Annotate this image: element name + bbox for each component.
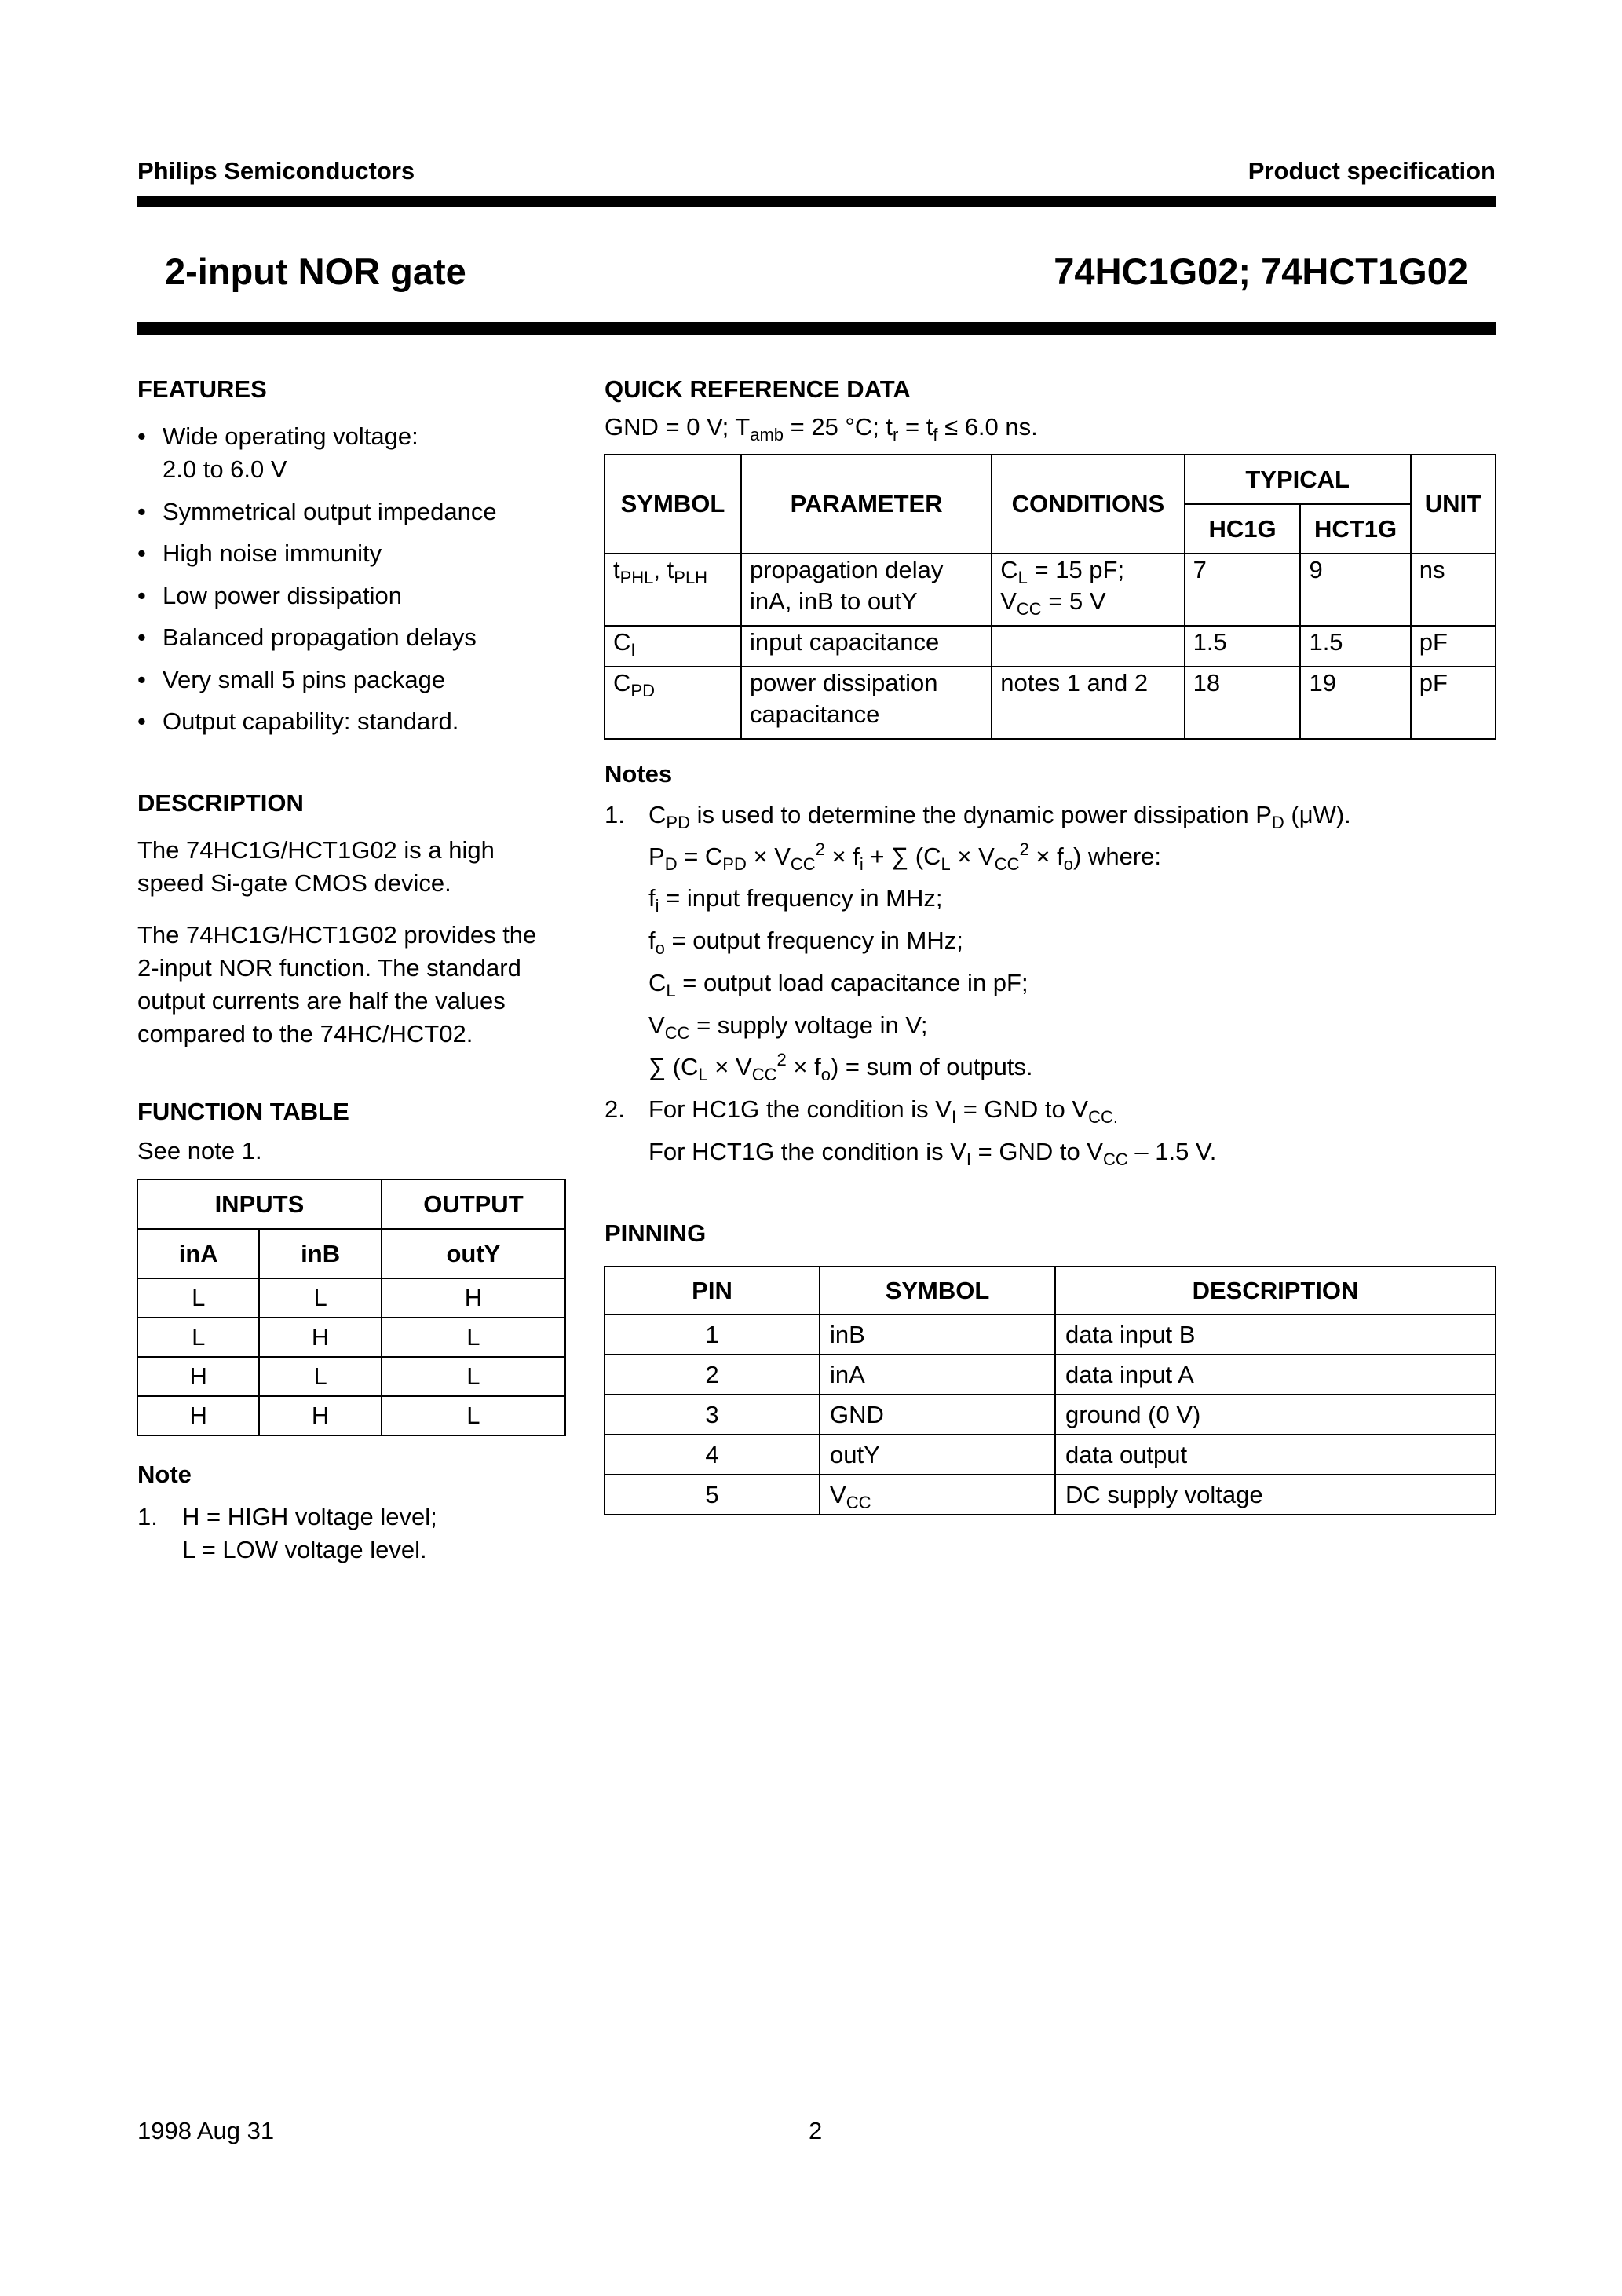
symbol-column-header: SYMBOL [820,1267,1055,1314]
typical-group-header: TYPICAL [1185,455,1411,504]
note-1-line: $C_{PD}$ is used to determine the dynamic power dissipation $P_D$ (μW). [648,801,1351,832]
table-row: $C_I$ input capacitance 1.5 1.5 pF [605,626,1496,667]
note-1-line: $C_L$ = output load capacitance in pF; [648,969,1028,1000]
footer-date: 1998 Aug 31 [137,2117,275,2144]
document-type: Product specification [1248,157,1496,185]
column-header: inA [137,1229,259,1278]
note-number: 1. [605,801,625,828]
description-paragraph-2: The 74HC1G/HCT1G02 provides the 2-input NOR function. The standard output currents are half the values compared to the 74HC/HCT02. [137,921,537,1047]
unit-column-header: UNIT [1411,455,1496,554]
table-row: 4 outY data output [605,1435,1496,1475]
page-number: 2 [809,2117,823,2144]
title-rule [137,322,1496,335]
quick-reference-table [604,454,1496,740]
note-1-line: $V_{CC}$ = supply voltage in V; [648,1011,928,1043]
notes-heading: Notes [605,760,673,788]
note-1-line: $f_i$ = input frequency in MHz; [648,884,943,916]
conditions-column-header: CONDITIONS [992,455,1184,554]
page-title: 2-input NOR gate [165,250,466,292]
table-row: $t_{PHL}$, $t_{PLH}$ propagation delay inA, inB to outY $C_L = 15$ pF; $V_{CC} = 5$ V 7 9 ns [605,554,1496,626]
note-number: 2. [605,1095,625,1123]
table-row: H H L [137,1396,565,1435]
table-row: 3 GND ground (0 V) [605,1395,1496,1435]
table-row: 1 inB data input B [605,1314,1496,1355]
table-row: $C_{PD}$ power dissipation capacitance notes 1 and 2 18 19 pF [605,667,1496,739]
pinning-heading: PINNING [605,1219,707,1247]
column-header: outY [382,1229,565,1278]
column-header: inB [259,1229,381,1278]
table-row: L L H [137,1278,565,1318]
table-row: 5 $V_{CC}$ DC supply voltage [605,1475,1496,1515]
quick-reference-conditions: GND = 0 V; $T_{amb} = 25$ °C; $t_r = t_f \le 6.0$ ns. [605,413,1038,444]
description-paragraph-1: The 74HC1G/HCT1G02 is a high speed Si-gate CMOS device. [137,836,495,897]
pinning-table [604,1266,1496,1515]
description-heading: DESCRIPTION [137,789,304,817]
note-1-line: ∑ $(C_L \times V_{CC}^2 \times f_o)$ = sum of outputs. [648,1050,1033,1084]
note-2-line: For HC1G the condition is $V_I$ = GND to $V_{CC.}$ [648,1095,1118,1127]
symbol-column-header: SYMBOL [605,455,741,554]
hc1g-column-header: HC1G [1185,504,1301,554]
function-table [137,1179,566,1436]
company-name: Philips Semiconductors [137,157,415,185]
parameter-column-header: PARAMETER [741,455,992,554]
inputs-group-header: INPUTS [137,1179,382,1229]
description-column-header: DESCRIPTION [1055,1267,1496,1314]
function-note-text: H = HIGH voltage level; L = LOW voltage level. [182,1503,437,1563]
output-group-header: OUTPUT [382,1179,565,1229]
note-2-line: For HCT1G the condition is $V_I$ = GND to $V_{CC} - 1.5$ V. [648,1138,1217,1169]
header-rule [137,196,1496,207]
function-table-subtitle: See note 1. [137,1137,262,1164]
quick-reference-heading: QUICK REFERENCE DATA [605,375,911,403]
table-row: L H L [137,1318,565,1357]
features-heading: FEATURES [137,375,267,403]
function-note-number: 1. [137,1503,158,1530]
hct1g-column-header: HCT1G [1300,504,1410,554]
function-note-heading: Note [137,1461,192,1488]
note-1-line: $f_o$ = output frequency in MHz; [648,927,963,958]
function-table-heading: FUNCTION TABLE [137,1098,349,1125]
part-number: 74HC1G02; 74HCT1G02 [1054,250,1468,292]
note-1-formula: $P_D = C_{PD} \times V_{CC}^2 \times f_i$ + ∑ $(C_L \times V_{CC}^2 \times f_o)$ where: [648,839,1161,874]
pin-column-header: PIN [605,1267,820,1314]
table-row: H L L [137,1357,565,1396]
table-row: 2 inA data input A [605,1355,1496,1395]
